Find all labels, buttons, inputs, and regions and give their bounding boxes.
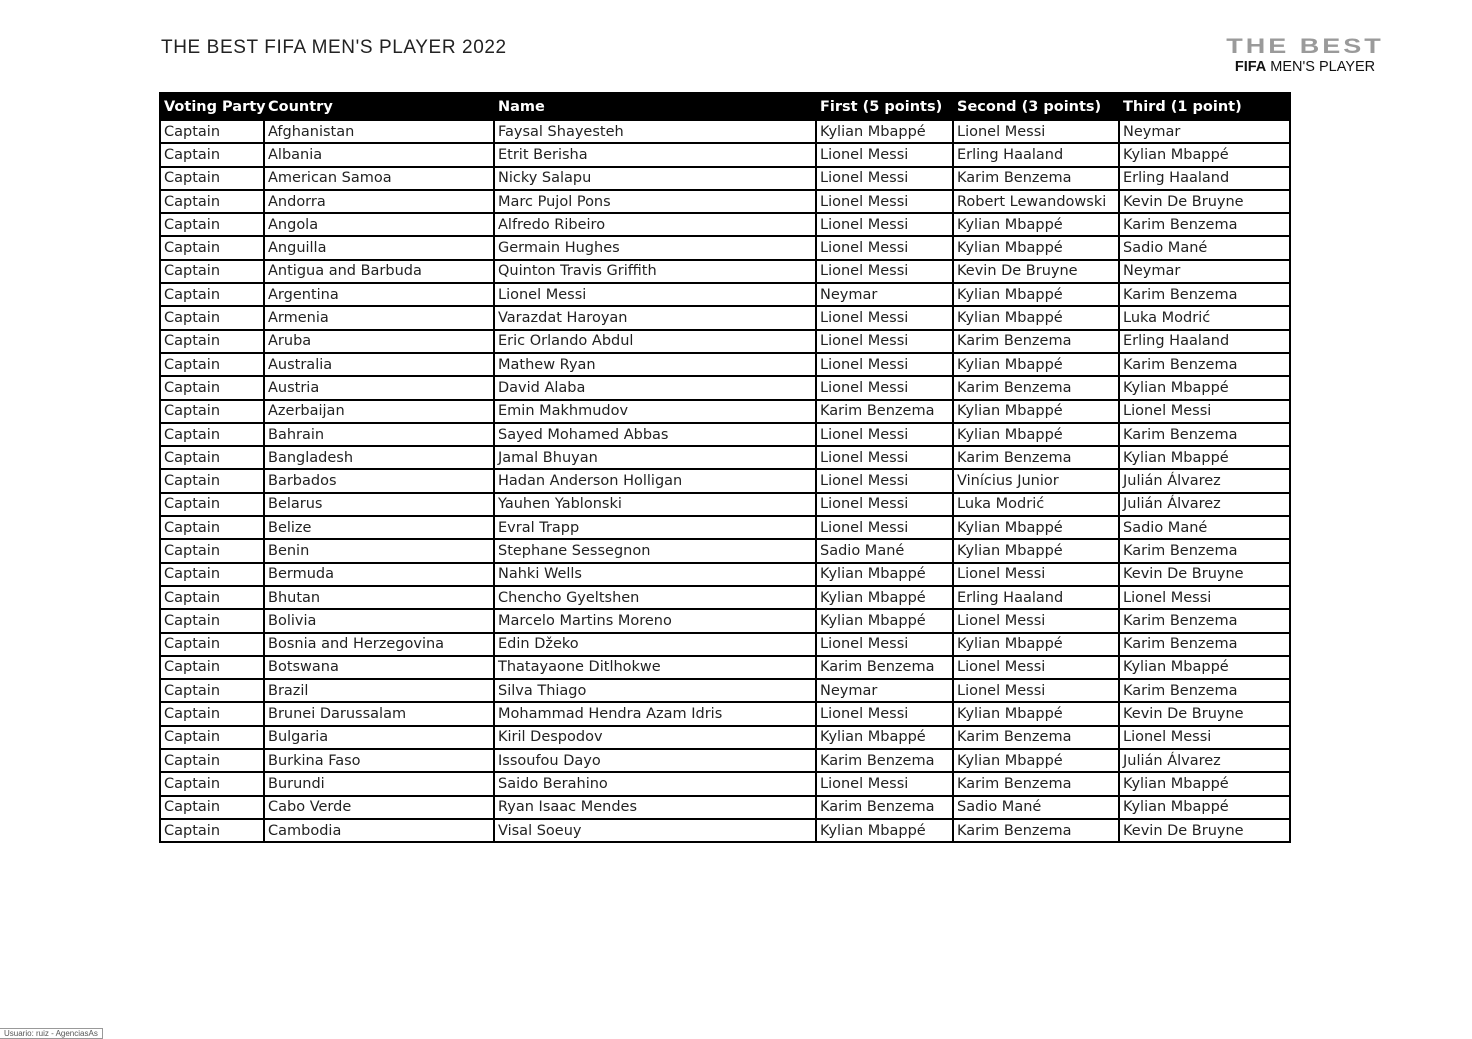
cell-voting-party: Captain [160, 120, 264, 143]
cell-name: Sayed Mohamed Abbas [494, 423, 816, 446]
cell-name: Emin Makhmudov [494, 400, 816, 423]
cell-second-choice: Kylian Mbappé [953, 213, 1119, 236]
cell-third-choice: Neymar [1119, 120, 1290, 143]
cell-country: Angola [264, 213, 494, 236]
cell-second-choice: Erling Haaland [953, 586, 1119, 609]
table-row [160, 190, 1290, 213]
cell-voting-party: Captain [160, 493, 264, 516]
cell-third-choice: Lionel Messi [1119, 400, 1290, 423]
table-row [160, 586, 1290, 609]
cell-first-choice: Kylian Mbappé [816, 819, 953, 842]
cell-second-choice: Kylian Mbappé [953, 236, 1119, 259]
cell-second-choice: Robert Lewandowski [953, 190, 1119, 213]
cell-first-choice: Neymar [816, 283, 953, 306]
cell-first-choice: Lionel Messi [816, 330, 953, 353]
cell-second-choice: Lionel Messi [953, 563, 1119, 586]
cell-country: Antigua and Barbuda [264, 260, 494, 283]
cell-second-choice: Sadio Mané [953, 796, 1119, 819]
table-row [160, 726, 1290, 749]
cell-third-choice: Erling Haaland [1119, 167, 1290, 190]
cell-third-choice: Karim Benzema [1119, 213, 1290, 236]
cell-name: Alfredo Ribeiro [494, 213, 816, 236]
logo-mens-player-text: MEN'S PLAYER [1266, 59, 1376, 75]
cell-second-choice: Kylian Mbappé [953, 353, 1119, 376]
table-row [160, 609, 1290, 632]
cell-voting-party: Captain [160, 563, 264, 586]
cell-third-choice: Kevin De Bruyne [1119, 190, 1290, 213]
cell-third-choice: Karim Benzema [1119, 539, 1290, 562]
cell-second-choice: Kylian Mbappé [953, 283, 1119, 306]
cell-voting-party: Captain [160, 516, 264, 539]
cell-name: Etrit Berisha [494, 143, 816, 166]
cell-name: Visal Soeuy [494, 819, 816, 842]
column-header-third-choice: Third (1 point) [1119, 93, 1290, 120]
cell-voting-party: Captain [160, 376, 264, 399]
cell-second-choice: Karim Benzema [953, 772, 1119, 795]
cell-third-choice: Erling Haaland [1119, 330, 1290, 353]
table-row [160, 260, 1290, 283]
cell-country: Bahrain [264, 423, 494, 446]
cell-name: Nicky Salapu [494, 167, 816, 190]
column-header-first-choice: First (5 points) [816, 93, 953, 120]
cell-name: Yauhen Yablonski [494, 493, 816, 516]
table-body [160, 120, 1290, 842]
cell-voting-party: Captain [160, 469, 264, 492]
table-row [160, 353, 1290, 376]
cell-name: Germain Hughes [494, 236, 816, 259]
cell-second-choice: Kylian Mbappé [953, 306, 1119, 329]
table-row [160, 423, 1290, 446]
table-row [160, 702, 1290, 725]
cell-first-choice: Karim Benzema [816, 656, 953, 679]
table-row [160, 469, 1290, 492]
cell-second-choice: Kylian Mbappé [953, 702, 1119, 725]
table-row [160, 796, 1290, 819]
column-header-second-choice: Second (3 points) [953, 93, 1119, 120]
cell-name: Eric Orlando Abdul [494, 330, 816, 353]
cell-voting-party: Captain [160, 213, 264, 236]
cell-country: Brunei Darussalam [264, 702, 494, 725]
cell-first-choice: Lionel Messi [816, 260, 953, 283]
cell-second-choice: Luka Modrić [953, 493, 1119, 516]
cell-name: Stephane Sessegnon [494, 539, 816, 562]
cell-third-choice: Kylian Mbappé [1119, 446, 1290, 469]
cell-third-choice: Luka Modrić [1119, 306, 1290, 329]
cell-voting-party: Captain [160, 749, 264, 772]
cell-country: Anguilla [264, 236, 494, 259]
cell-voting-party: Captain [160, 679, 264, 702]
cell-second-choice: Kylian Mbappé [953, 539, 1119, 562]
cell-third-choice: Karim Benzema [1119, 283, 1290, 306]
cell-country: Bhutan [264, 586, 494, 609]
cell-country: Botswana [264, 656, 494, 679]
cell-third-choice: Lionel Messi [1119, 726, 1290, 749]
table-row [160, 539, 1290, 562]
cell-country: Brazil [264, 679, 494, 702]
cell-second-choice: Erling Haaland [953, 143, 1119, 166]
column-header-voting-party: Voting Party [160, 93, 264, 120]
cell-first-choice: Lionel Messi [816, 167, 953, 190]
cell-first-choice: Lionel Messi [816, 633, 953, 656]
cell-name: Lionel Messi [494, 283, 816, 306]
table-row [160, 679, 1290, 702]
cell-first-choice: Lionel Messi [816, 236, 953, 259]
cell-first-choice: Lionel Messi [816, 306, 953, 329]
cell-voting-party: Captain [160, 260, 264, 283]
cell-country: Argentina [264, 283, 494, 306]
table-row [160, 306, 1290, 329]
cell-name: Jamal Bhuyan [494, 446, 816, 469]
cell-first-choice: Lionel Messi [816, 190, 953, 213]
cell-second-choice: Kylian Mbappé [953, 633, 1119, 656]
cell-voting-party: Captain [160, 586, 264, 609]
the-best-logo [1222, 33, 1388, 75]
table-row [160, 656, 1290, 679]
cell-first-choice: Lionel Messi [816, 213, 953, 236]
cell-country: Bosnia and Herzegovina [264, 633, 494, 656]
cell-country: Azerbaijan [264, 400, 494, 423]
cell-voting-party: Captain [160, 167, 264, 190]
cell-country: Burkina Faso [264, 749, 494, 772]
table-row [160, 376, 1290, 399]
cell-third-choice: Karim Benzema [1119, 353, 1290, 376]
cell-first-choice: Kylian Mbappé [816, 120, 953, 143]
cell-third-choice: Karim Benzema [1119, 609, 1290, 632]
cell-first-choice: Lionel Messi [816, 376, 953, 399]
cell-second-choice: Lionel Messi [953, 656, 1119, 679]
cell-country: Austria [264, 376, 494, 399]
cell-first-choice: Karim Benzema [816, 400, 953, 423]
cell-country: Australia [264, 353, 494, 376]
cell-second-choice: Lionel Messi [953, 609, 1119, 632]
cell-country: Armenia [264, 306, 494, 329]
cell-first-choice: Sadio Mané [816, 539, 953, 562]
cell-voting-party: Captain [160, 726, 264, 749]
cell-second-choice: Lionel Messi [953, 679, 1119, 702]
cell-first-choice: Lionel Messi [816, 493, 953, 516]
cell-country: American Samoa [264, 167, 494, 190]
votes-table [159, 92, 1291, 843]
cell-second-choice: Kevin De Bruyne [953, 260, 1119, 283]
cell-voting-party: Captain [160, 353, 264, 376]
cell-country: Benin [264, 539, 494, 562]
cell-third-choice: Kevin De Bruyne [1119, 563, 1290, 586]
cell-name: Chencho Gyeltshen [494, 586, 816, 609]
cell-name: Silva Thiago [494, 679, 816, 702]
table-row [160, 236, 1290, 259]
cell-voting-party: Captain [160, 190, 264, 213]
cell-voting-party: Captain [160, 306, 264, 329]
cell-country: Afghanistan [264, 120, 494, 143]
cell-country: Bulgaria [264, 726, 494, 749]
table-row [160, 493, 1290, 516]
cell-country: Aruba [264, 330, 494, 353]
cell-first-choice: Lionel Messi [816, 702, 953, 725]
cell-voting-party: Captain [160, 330, 264, 353]
cell-name: Thatayaone Ditlhokwe [494, 656, 816, 679]
cell-second-choice: Lionel Messi [953, 120, 1119, 143]
cell-voting-party: Captain [160, 656, 264, 679]
cell-first-choice: Kylian Mbappé [816, 586, 953, 609]
cell-country: Belize [264, 516, 494, 539]
cell-name: Ryan Isaac Mendes [494, 796, 816, 819]
cell-country: Burundi [264, 772, 494, 795]
cell-country: Cambodia [264, 819, 494, 842]
cell-name: Nahki Wells [494, 563, 816, 586]
table-row [160, 633, 1290, 656]
cell-voting-party: Captain [160, 633, 264, 656]
cell-country: Andorra [264, 190, 494, 213]
cell-name: Mathew Ryan [494, 353, 816, 376]
table-row [160, 143, 1290, 166]
cell-first-choice: Lionel Messi [816, 423, 953, 446]
cell-voting-party: Captain [160, 400, 264, 423]
cell-voting-party: Captain [160, 423, 264, 446]
logo-the-best-text: THE BEST [1226, 34, 1384, 58]
cell-second-choice: Karim Benzema [953, 726, 1119, 749]
cell-country: Bolivia [264, 609, 494, 632]
cell-second-choice: Karim Benzema [953, 376, 1119, 399]
cell-first-choice: Lionel Messi [816, 446, 953, 469]
cell-third-choice: Kylian Mbappé [1119, 656, 1290, 679]
logo-fifa-text: FIFA [1234, 59, 1267, 75]
cell-voting-party: Captain [160, 236, 264, 259]
cell-name: David Alaba [494, 376, 816, 399]
cell-third-choice: Kylian Mbappé [1119, 143, 1290, 166]
cell-country: Belarus [264, 493, 494, 516]
cell-first-choice: Kylian Mbappé [816, 609, 953, 632]
cell-third-choice: Neymar [1119, 260, 1290, 283]
cell-name: Marcelo Martins Moreno [494, 609, 816, 632]
document-title: THE BEST FIFA MEN'S PLAYER 2022 [161, 37, 507, 58]
cell-second-choice: Kylian Mbappé [953, 749, 1119, 772]
cell-first-choice: Lionel Messi [816, 353, 953, 376]
table-row [160, 330, 1290, 353]
table-row [160, 120, 1290, 143]
cell-name: Evral Trapp [494, 516, 816, 539]
column-header-name: Name [494, 93, 816, 120]
cell-third-choice: Lionel Messi [1119, 586, 1290, 609]
cell-voting-party: Captain [160, 819, 264, 842]
cell-voting-party: Captain [160, 609, 264, 632]
cell-third-choice: Julián Álvarez [1119, 749, 1290, 772]
cell-name: Issoufou Dayo [494, 749, 816, 772]
logo-subtitle [1222, 59, 1388, 75]
cell-third-choice: Kevin De Bruyne [1119, 819, 1290, 842]
cell-first-choice: Karim Benzema [816, 749, 953, 772]
cell-first-choice: Kylian Mbappé [816, 726, 953, 749]
cell-first-choice: Karim Benzema [816, 796, 953, 819]
table-row [160, 283, 1290, 306]
cell-country: Barbados [264, 469, 494, 492]
cell-third-choice: Sadio Mané [1119, 236, 1290, 259]
cell-first-choice: Neymar [816, 679, 953, 702]
cell-voting-party: Captain [160, 283, 264, 306]
table-row [160, 446, 1290, 469]
user-tag: Usuario: ruiz - AgenciasAs [0, 1028, 103, 1039]
cell-name: Edin Džeko [494, 633, 816, 656]
cell-third-choice: Karim Benzema [1119, 679, 1290, 702]
cell-name: Varazdat Haroyan [494, 306, 816, 329]
cell-country: Cabo Verde [264, 796, 494, 819]
cell-third-choice: Karim Benzema [1119, 423, 1290, 446]
cell-voting-party: Captain [160, 702, 264, 725]
cell-second-choice: Karim Benzema [953, 330, 1119, 353]
cell-second-choice: Kylian Mbappé [953, 400, 1119, 423]
cell-second-choice: Kylian Mbappé [953, 516, 1119, 539]
cell-third-choice: Julián Álvarez [1119, 493, 1290, 516]
cell-third-choice: Kylian Mbappé [1119, 796, 1290, 819]
cell-voting-party: Captain [160, 772, 264, 795]
cell-first-choice: Kylian Mbappé [816, 563, 953, 586]
cell-third-choice: Sadio Mané [1119, 516, 1290, 539]
cell-second-choice: Karim Benzema [953, 819, 1119, 842]
cell-first-choice: Lionel Messi [816, 772, 953, 795]
column-header-country: Country [264, 93, 494, 120]
cell-third-choice: Kylian Mbappé [1119, 772, 1290, 795]
cell-third-choice: Julián Álvarez [1119, 469, 1290, 492]
cell-third-choice: Karim Benzema [1119, 633, 1290, 656]
table-row [160, 213, 1290, 236]
table-row [160, 516, 1290, 539]
cell-voting-party: Captain [160, 539, 264, 562]
table-row [160, 772, 1290, 795]
cell-third-choice: Kylian Mbappé [1119, 376, 1290, 399]
cell-voting-party: Captain [160, 446, 264, 469]
table-row [160, 563, 1290, 586]
cell-second-choice: Karim Benzema [953, 446, 1119, 469]
cell-name: Marc Pujol Pons [494, 190, 816, 213]
cell-country: Bermuda [264, 563, 494, 586]
cell-voting-party: Captain [160, 143, 264, 166]
cell-name: Mohammad Hendra Azam Idris [494, 702, 816, 725]
table-row [160, 400, 1290, 423]
cell-third-choice: Kevin De Bruyne [1119, 702, 1290, 725]
cell-name: Saido Berahino [494, 772, 816, 795]
cell-name: Quinton Travis Griffith [494, 260, 816, 283]
cell-first-choice: Lionel Messi [816, 469, 953, 492]
cell-name: Hadan Anderson Holligan [494, 469, 816, 492]
cell-first-choice: Lionel Messi [816, 143, 953, 166]
table-row [160, 167, 1290, 190]
cell-second-choice: Karim Benzema [953, 167, 1119, 190]
cell-name: Faysal Shayesteh [494, 120, 816, 143]
cell-name: Kiril Despodov [494, 726, 816, 749]
table-row [160, 749, 1290, 772]
cell-country: Bangladesh [264, 446, 494, 469]
cell-first-choice: Lionel Messi [816, 516, 953, 539]
cell-voting-party: Captain [160, 796, 264, 819]
table-row [160, 819, 1290, 842]
table-header-row [160, 93, 1290, 120]
cell-second-choice: Kylian Mbappé [953, 423, 1119, 446]
cell-second-choice: Vinícius Junior [953, 469, 1119, 492]
cell-country: Albania [264, 143, 494, 166]
